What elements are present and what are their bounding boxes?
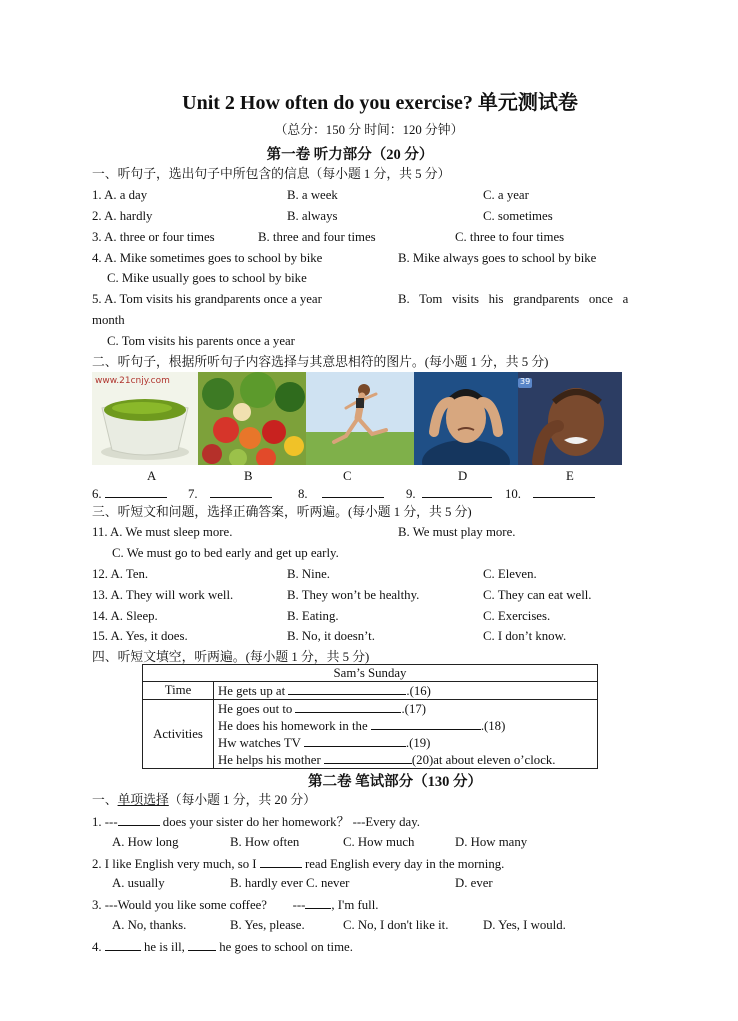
mc-q3-option-a: A. No, thanks. <box>112 918 187 932</box>
answer-10-blank[interactable] <box>533 485 595 498</box>
mc-q3-option-d: D. Yes, I would. <box>483 918 566 932</box>
mc-q1-prefix: 1. --- <box>92 815 118 829</box>
picture-b-vegetables <box>198 372 306 465</box>
q5-option-b: B. Tom visits his grandparents once a <box>398 292 629 306</box>
row-20-suffix: (20)at about eleven o’clock. <box>411 753 556 767</box>
picture-strip <box>92 372 622 465</box>
mc-q3-option-b: B. Yes, please. <box>230 918 305 932</box>
answer-10 <box>505 485 595 502</box>
picture-a-green-tea <box>92 372 198 465</box>
part2-section1-prefix: 一、 <box>92 793 118 807</box>
answer-7-blank[interactable] <box>210 485 272 498</box>
mc-q2-option-a: A. usually <box>112 876 165 890</box>
picture-label-e: E <box>566 469 574 483</box>
mc-q2-blank[interactable] <box>260 855 302 868</box>
mc-question-1 <box>92 813 420 830</box>
q12-option-b: B. Nine. <box>287 567 331 581</box>
part1-heading: 第一卷 听力部分（20 分） <box>266 147 434 163</box>
row-18 <box>218 717 593 734</box>
q2-option-c: C. sometimes <box>483 209 553 223</box>
blank-19[interactable] <box>304 734 406 747</box>
mc-q2-option-d: D. ever <box>455 876 493 890</box>
row-20-text: He helps his mother <box>218 753 324 767</box>
mc-q1-suffix: does your sister do her homework？ ---Every day. <box>159 815 420 829</box>
q15-option-a: 15. A. Yes, it does. <box>92 629 188 643</box>
section3-heading: 三、听短文和问题，选择正确答案，听两遍。(每小题 1 分，共 5 分) <box>92 505 472 519</box>
score-time-info: （总分：150 分 时间：120 分钟） <box>274 123 464 137</box>
q1-option-b: B. a week <box>287 188 338 202</box>
q2-option-b: B. always <box>287 209 338 223</box>
row-16 <box>214 682 598 700</box>
answer-6 <box>92 485 167 502</box>
activities-label: Activities <box>143 700 214 769</box>
q4-option-c: C. Mike usually goes to school by bike <box>107 271 307 285</box>
mc-question-3 <box>92 896 378 913</box>
q12-option-a: 12. A. Ten. <box>92 567 149 581</box>
mc-q1-option-b: B. How often <box>230 835 300 849</box>
q2-option-a: 2. A. hardly <box>92 209 153 223</box>
q12-option-c: C. Eleven. <box>483 567 537 581</box>
picture-label-d: D <box>458 469 468 483</box>
blank-18[interactable] <box>371 717 481 730</box>
watermark-text: www.21cnjy.com <box>95 376 170 386</box>
blank-20[interactable] <box>324 751 412 764</box>
q13-option-c: C. They can eat well. <box>483 588 592 602</box>
row-19-suffix: .(19) <box>405 736 431 750</box>
answer-7 <box>188 485 272 502</box>
answer-8 <box>298 485 384 502</box>
answer-6-number: 6. <box>92 487 102 501</box>
q11-option-a: 11. A. We must sleep more. <box>92 525 233 539</box>
row-17-text: He goes out to <box>218 702 296 716</box>
q3-option-b: B. three and four times <box>258 230 376 244</box>
mc-q4-suffix: he goes to school on time. <box>216 940 353 954</box>
mc-question-4 <box>92 938 353 955</box>
q1-option-c: C. a year <box>483 188 529 202</box>
q11-option-c: C. We must go to bed early and get up early. <box>112 546 339 560</box>
row-20 <box>218 751 593 768</box>
sams-sunday-table <box>142 664 598 769</box>
row-16-text: He gets up at <box>218 684 289 698</box>
picture-label-c: C <box>343 469 352 483</box>
row-19 <box>218 734 593 751</box>
row-17 <box>218 700 593 717</box>
picture-label-a: A <box>147 469 157 483</box>
mc-q3-option-c: C. No, I don't like it. <box>343 918 449 932</box>
answer-10-number: 10. <box>505 487 521 501</box>
answer-6-blank[interactable] <box>105 485 167 498</box>
picture-e-toothache <box>518 372 622 465</box>
answer-9 <box>406 485 492 502</box>
mc-q1-blank[interactable] <box>118 813 160 826</box>
part2-section1-heading <box>92 792 316 808</box>
row-18-text: He does his homework in the <box>218 719 371 733</box>
mc-q1-option-d: D. How many <box>455 835 528 849</box>
q5-option-a: 5. A. Tom visits his grandparents once a year <box>92 292 322 306</box>
q3-option-a: 3. A. three or four times <box>92 230 215 244</box>
section2-heading: 二、听句子，根据所听句子内容选择与其意思相符的图片。(每小题 1 分，共 5 分) <box>92 355 549 369</box>
q3-option-c: C. three to four times <box>455 230 565 244</box>
mc-q2-option-b-c: B. hardly ever C. never <box>230 876 350 890</box>
part2-section1-suffix: （每小题 1 分，共 20 分） <box>168 793 316 807</box>
row-19-text: Hw watches TV <box>218 736 304 750</box>
q4-option-a: 4. A. Mike sometimes goes to school by bike <box>92 251 323 265</box>
mc-q1-option-a: A. How long <box>112 835 179 849</box>
row-16-suffix: .(16) <box>406 684 431 698</box>
single-choice-link[interactable]: 单项选择 <box>117 793 169 807</box>
mc-q3-prefix: 3. ---Would you like some coffee? --- <box>92 898 306 912</box>
q14-option-a: 14. A. Sleep. <box>92 609 158 623</box>
q14-option-c: C. Exercises. <box>483 609 551 623</box>
answer-7-number: 7. <box>188 487 198 501</box>
mc-q3-suffix: , I'm full. <box>331 898 379 912</box>
section4-heading: 四、听短文填空，听两遍。(每小题 1 分，共 5 分) <box>92 650 370 664</box>
answer-9-number: 9. <box>406 487 416 501</box>
q13-option-a: 13. A. They will work well. <box>92 588 234 602</box>
picture-d-headache <box>414 372 518 465</box>
activities-cell <box>214 700 598 769</box>
blank-17[interactable] <box>295 700 401 713</box>
picture-c-runner <box>306 372 414 465</box>
mc-q4-prefix: 4. <box>92 940 105 954</box>
q13-option-b: B. They won’t be healthy. <box>287 588 420 602</box>
mc-q2-suffix: read English every day in the morning. <box>301 857 505 871</box>
answer-9-blank[interactable] <box>422 485 492 498</box>
q5-option-b-continued: month <box>92 313 125 327</box>
q1-option-a: 1. A. a day <box>92 188 148 202</box>
mc-question-2 <box>92 855 504 872</box>
q11-option-b: B. We must play more. <box>398 525 516 539</box>
time-label: Time <box>143 682 214 700</box>
mc-q4-middle: he is ill, <box>140 940 189 954</box>
part2-heading: 第二卷 笔试部分（130 分） <box>308 774 482 790</box>
mc-q3-blank[interactable] <box>305 896 331 909</box>
q4-option-b: B. Mike always goes to school by bike <box>398 251 597 265</box>
row-18-suffix: .(18) <box>480 719 506 733</box>
mc-q4-blank-1[interactable] <box>105 938 141 951</box>
picture-label-b: B <box>244 469 253 483</box>
q15-option-c: C. I don’t know. <box>483 629 567 643</box>
section1-heading: 一、听句子，选出句子中所包含的信息（每小题 1 分，共 5 分） <box>92 167 451 181</box>
blank-16[interactable] <box>288 682 406 695</box>
page-title: Unit 2 How often do you exercise? 单元测试卷 <box>182 92 578 114</box>
mc-q2-prefix: 2. I like English very much, so I <box>92 857 260 871</box>
image-badge: 39 <box>520 377 531 386</box>
answer-8-number: 8. <box>298 487 308 501</box>
answer-8-blank[interactable] <box>322 485 384 498</box>
q15-option-b: B. No, it doesn’t. <box>287 629 375 643</box>
mc-q1-option-c: C. How much <box>343 835 415 849</box>
mc-q4-blank-2[interactable] <box>188 938 216 951</box>
row-17-suffix: .(17) <box>401 702 427 716</box>
q5-option-c: C. Tom visits his parents once a year <box>107 334 295 348</box>
q14-option-b: B. Eating. <box>287 609 339 623</box>
table-title: Sam’s Sunday <box>143 665 598 682</box>
